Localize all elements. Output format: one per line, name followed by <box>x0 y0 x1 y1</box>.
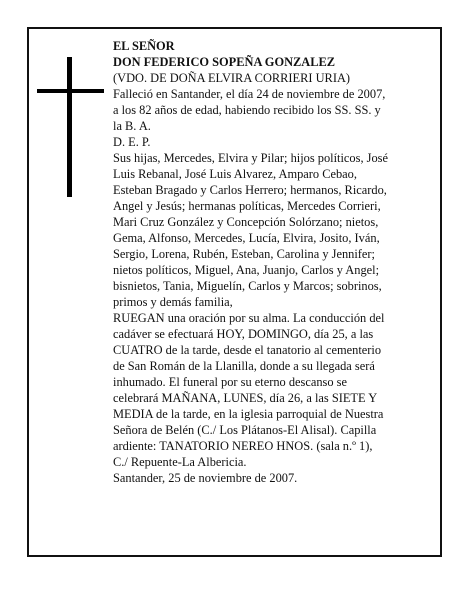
body-line: inhumado. El funeral por su eterno descanso se <box>113 375 347 389</box>
body-line: RUEGAN una oración por su alma. La conducción del <box>113 311 385 325</box>
body-line: Mari Cruz González y Concepción Solórzano; nietos, <box>113 215 379 229</box>
body-line: Sergio, Lorena, Rubén, Esteban, Carolina y Jennifer; <box>113 247 375 261</box>
obituary-text <box>113 38 425 486</box>
title: EL SEÑOR <box>113 39 175 53</box>
body-line: de San Román de la Llanilla, donde a su llegada será <box>113 359 375 373</box>
body-line: primos y demás familia, <box>113 295 233 309</box>
body-line: Luis Rebanal, José Luis Alvarez, Amparo Cebao, <box>113 167 357 181</box>
body-line: Sus hijas, Mercedes, Elvira y Pilar; hijos políticos, José <box>113 151 388 165</box>
body-line: a los 82 años de edad, habiendo recibido los SS. SS. y <box>113 103 381 117</box>
body-line: C./ Repuente-La Albericia. <box>113 455 247 469</box>
cross-icon <box>67 57 72 197</box>
body-line: Gema, Alfonso, Mercedes, Lucía, Elvira, Josito, Iván, <box>113 231 380 245</box>
body-line: celebrará MAÑANA, LUNES, día 26, a las SIETE Y <box>113 391 378 405</box>
body-line: Señora de Belén (C./ Los Plátanos-El Alisal). Capilla <box>113 423 377 437</box>
widower-line: (VDO. DE DOÑA ELVIRA CORRIERI URIA) <box>113 71 351 85</box>
body-line: Esteban Bragado y Carlos Herrero; hermanos, Ricardo, <box>113 183 387 197</box>
deceased-name: DON FEDERICO SOPEÑA GONZALEZ <box>113 55 336 69</box>
body-line: Angel y Jesús; hermanas políticas, Mercedes Corrieri, <box>113 199 381 213</box>
body-line: nietos políticos, Miguel, Ana, Juanjo, Carlos y Angel; <box>113 263 380 277</box>
body-line: ardiente: TANATORIO NEREO HNOS. (sala n.º 1), <box>113 439 373 453</box>
body-line: MEDIA de la tarde, en la iglesia parroquial de Nuestra <box>113 407 384 421</box>
date-line: Santander, 25 de noviembre de 2007. <box>113 471 298 485</box>
rip-line: D. E. P. <box>113 135 151 149</box>
body-line: Falleció en Santander, el día 24 de noviembre de 2007, <box>113 87 386 101</box>
body-line: cadáver se efectuará HOY, DOMINGO, día 25, a las <box>113 327 374 341</box>
cross-icon-bar <box>37 89 104 93</box>
body-line: CUATRO de la tarde, desde el tanatorio al cementerio <box>113 343 382 357</box>
body-line: la B. A. <box>113 119 151 133</box>
body-line: bisnietos, Tania, Miguelín, Carlos y Marcos; sobrinos, <box>113 279 382 293</box>
